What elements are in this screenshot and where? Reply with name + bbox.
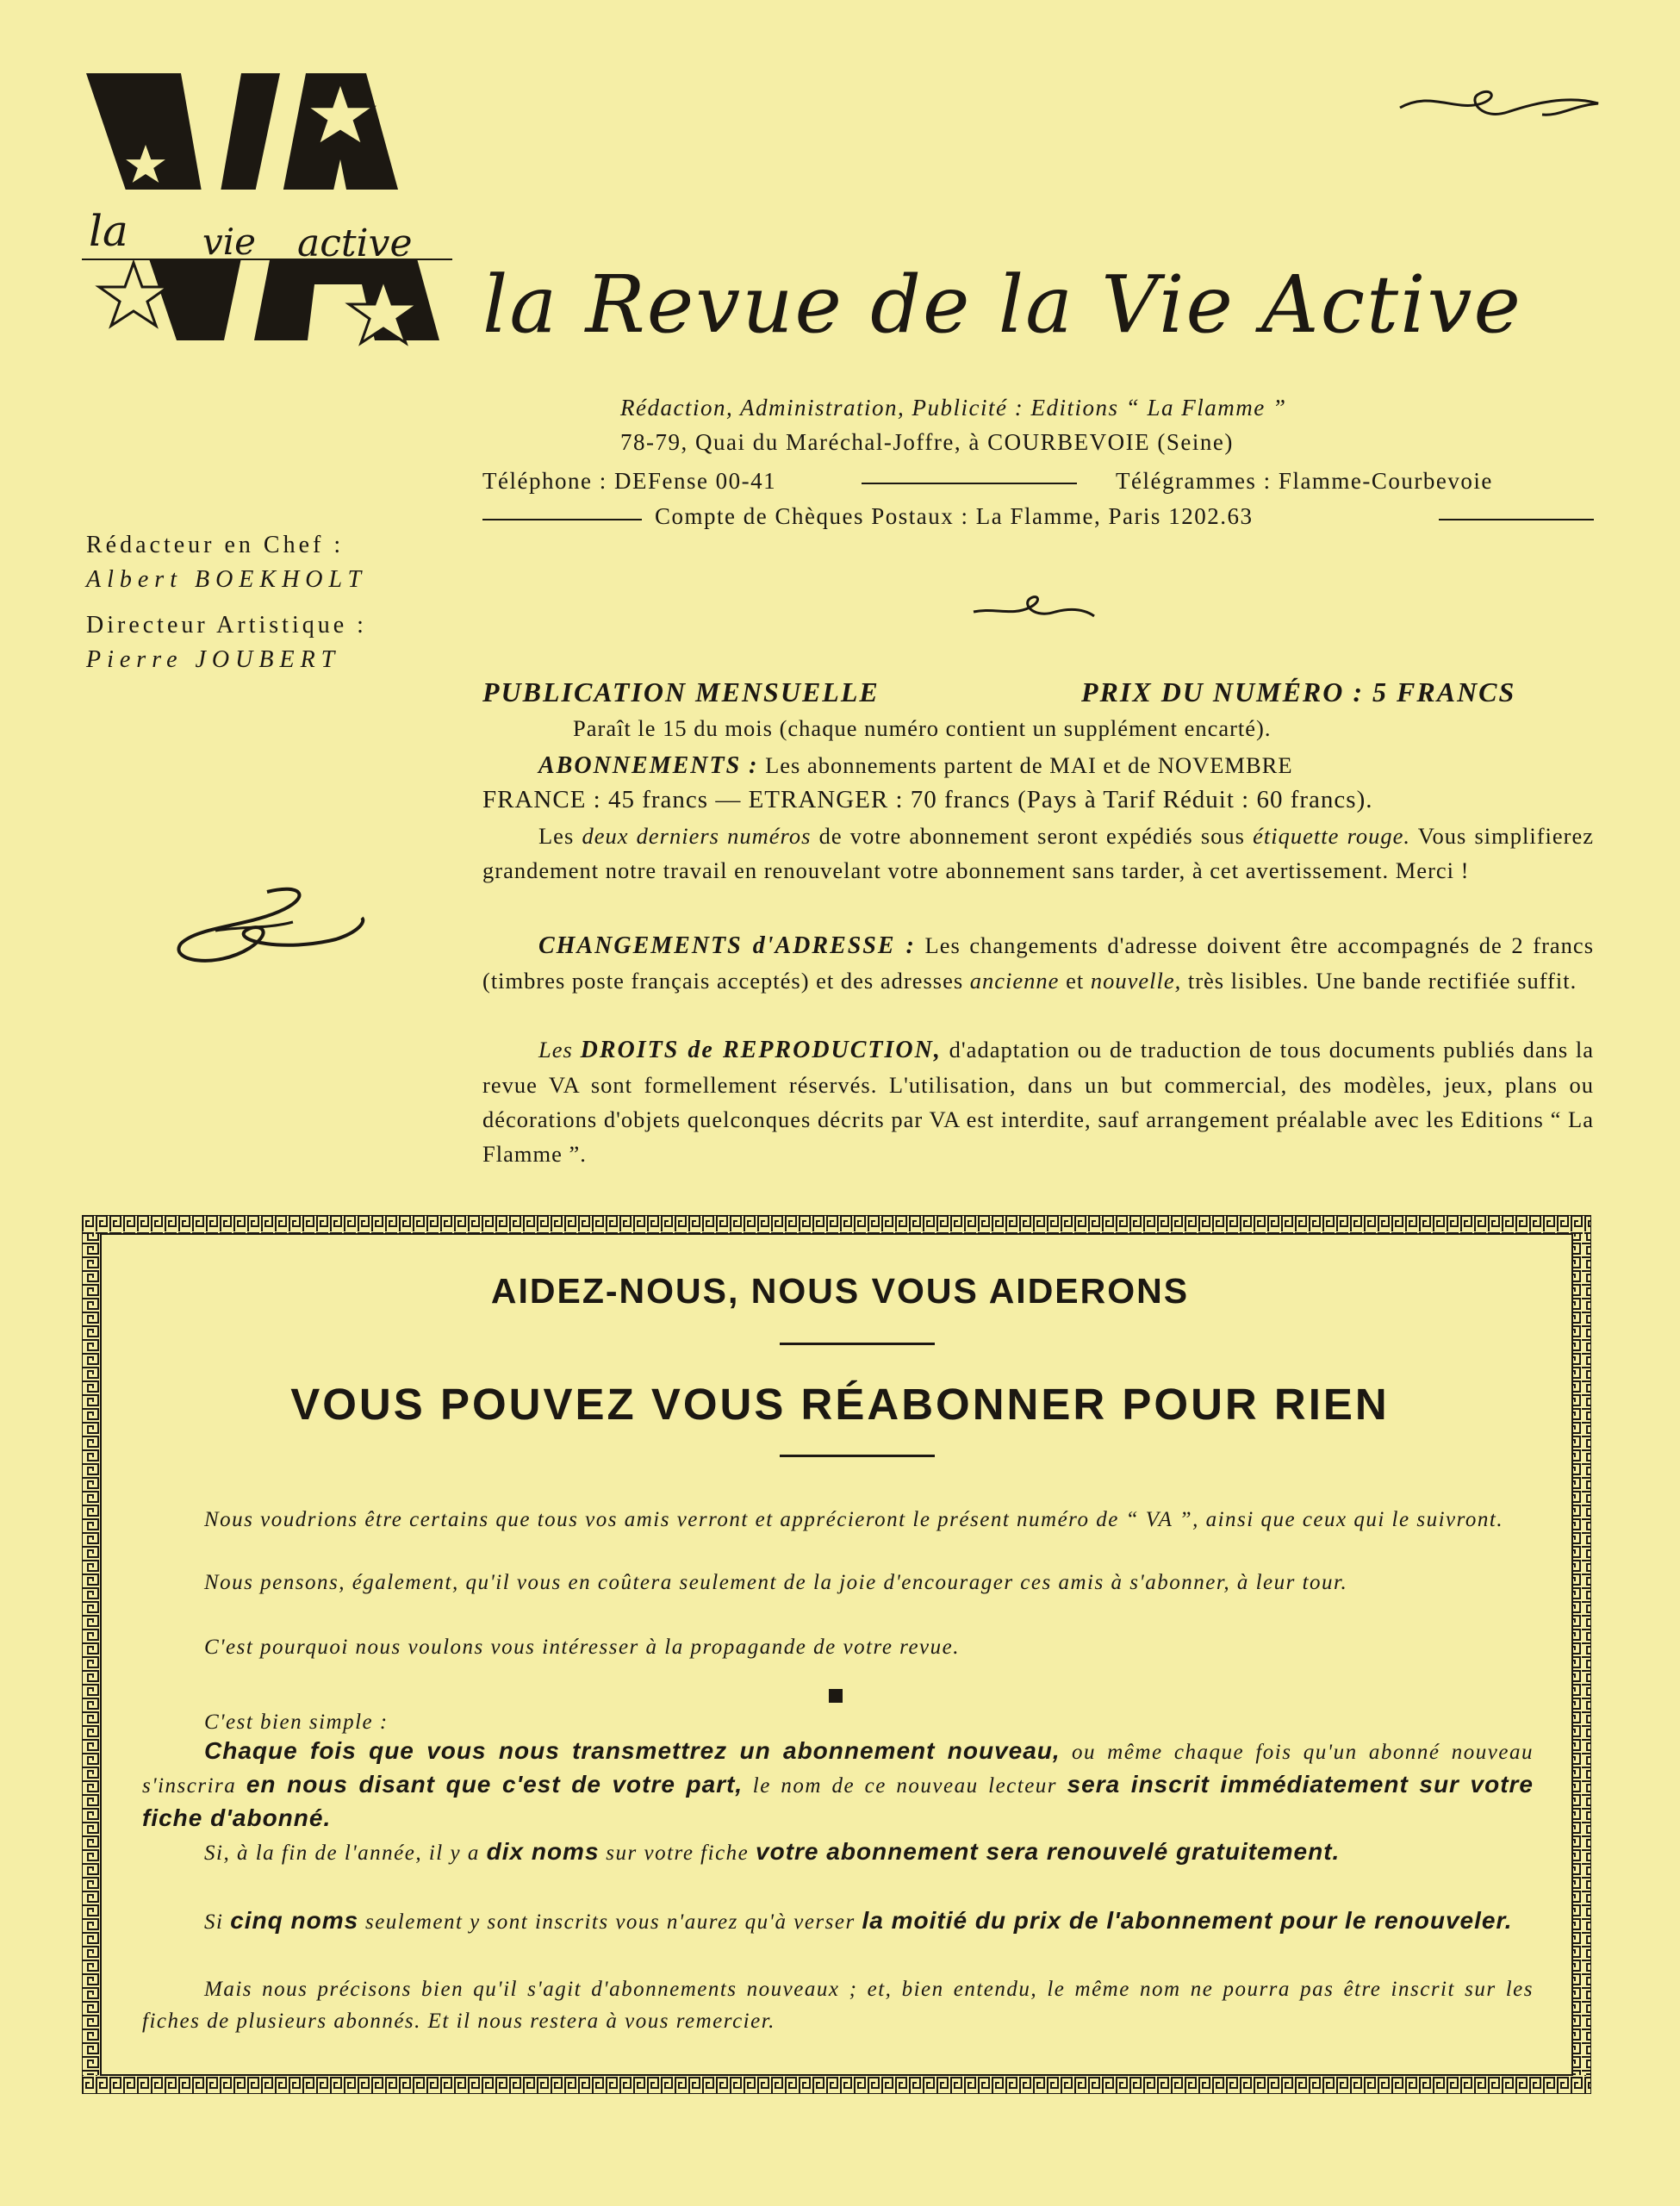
art-director-label: Directeur Artistique : xyxy=(86,612,367,639)
title-rule xyxy=(780,1455,935,1457)
text-span: cinq noms xyxy=(230,1907,359,1934)
changements-paragraph xyxy=(482,928,1594,998)
text-span: en nous disant que c'est de votre part, xyxy=(246,1771,744,1798)
text-span: Si, à la fin de l'année, il y a xyxy=(204,1841,480,1865)
box-paragraph-4: C'est bien simple : xyxy=(204,1711,389,1734)
publication-mensuelle: PUBLICATION MENSUELLE xyxy=(482,676,880,707)
telephone-line: Téléphone : DEFense 00-41 xyxy=(482,468,777,494)
separator-line xyxy=(482,519,642,520)
abonnements-paragraph xyxy=(482,748,1594,783)
text-span: seulement y sont inscrits vous n'aurez qu'à verser xyxy=(364,1910,856,1934)
separator-line xyxy=(1439,519,1594,520)
droits-paragraph xyxy=(482,1032,1594,1171)
box-title-aidez-nous: AIDEZ-NOUS, NOUS VOUS AIDERONS xyxy=(490,1271,1190,1311)
text-span: Les xyxy=(538,823,575,849)
text-span: d'adaptation ou de traduction de tous documents publiés dans la revue VA sont formellement réservés. L'utilisation, dans un but commercial, des modèles, jeux, plans ou décorations d'objets quelconques décrits par VA est interdite, sauf arrangement préalable avec les Editions “ La Flamme ”. xyxy=(482,1037,1595,1167)
chief-editor-label: Rédacteur en Chef : xyxy=(86,532,345,558)
flourish-ornament-left xyxy=(164,879,370,974)
box-paragraph-3: C'est pourquoi nous voulons vous intéresser à la propagande de votre revue. xyxy=(204,1636,961,1659)
text-span: de votre abonnement seront expédiés sous xyxy=(818,823,1245,849)
art-director-name: Pierre JOUBERT xyxy=(86,646,341,673)
box-paragraph-6 xyxy=(142,1835,1534,1869)
droits-lead: DROITS de REPRODUCTION, xyxy=(580,1037,942,1063)
text-span: Les changements d'adresse doivent être accompagnés de 2 francs (timbres poste français acceptés) et des adresses xyxy=(482,932,1595,994)
text-span: très lisibles. Une bande rectifiée suffit. xyxy=(1187,968,1577,994)
logo-word-vie: vie xyxy=(202,221,257,263)
text-span: votre abonnement sera renouvelé gratuitement. xyxy=(756,1838,1341,1865)
etiquette-paragraph xyxy=(482,819,1594,888)
box-paragraph-1: Nous voudrions être certains que tous vos amis verront et apprécieront le présent numéro de “ VA ”, ainsi que ceux qui le suivront. xyxy=(204,1508,1504,1531)
separator-line xyxy=(862,483,1077,484)
box-paragraph-2: Nous pensons, également, qu'il vous en coûtera seulement de la joie d'encourager ces amis à s'abonner, à leur tour. xyxy=(204,1571,1348,1594)
text-span: ancienne xyxy=(969,968,1060,994)
address-line-1: Rédaction, Administration, Publicité : Editions “ La Flamme ” xyxy=(620,395,1287,421)
logo-word-active: active xyxy=(297,221,413,265)
masthead-title: la Revue de la Vie Active xyxy=(482,259,1522,351)
text-span: le nom de ce nouveau lecteur xyxy=(752,1774,1058,1798)
text-span: étiquette rouge. xyxy=(1253,823,1411,849)
address-line-2: 78-79, Quai du Maréchal-Joffre, à COURBEVOIE (Seine) xyxy=(620,429,1234,455)
square-bullet xyxy=(829,1689,843,1703)
text-span: deux derniers numéros xyxy=(582,823,812,849)
text-span: la moitié du prix de l'abonnement pour le renouveler. xyxy=(862,1907,1513,1934)
logo-word-la: la xyxy=(89,206,128,256)
chief-editor-name: Albert BOEKHOLT xyxy=(86,566,368,593)
text-span: Les xyxy=(538,1037,573,1062)
prix-numero: PRIX DU NUMÉRO : 5 FRANCS xyxy=(1081,676,1516,707)
abonnements-text: Les abonnements partent de MAI et de NOVEMBRE xyxy=(765,752,1293,778)
box-paragraph-8: Mais nous précisons bien qu'il s'agit d'abonnements nouveaux ; et, bien entendu, le même nom ne pourra pas être inscrit sur les fiches de plusieurs abonnés. Et il nous restera à vous remercier. xyxy=(142,1978,1534,2033)
title-rule xyxy=(780,1343,935,1345)
telegrammes-line: Télégrammes : Flamme-Courbevoie xyxy=(1116,468,1493,494)
text-span: ou même chaque fois qu'un abonné nouveau s'inscrira xyxy=(142,1741,1534,1798)
text-span: Vous simplifierez grandement notre travail en renouvelant votre abonnement sans tarder, à cet avertissement. Merci ! xyxy=(482,823,1595,883)
box-paragraph-5 xyxy=(142,1735,1534,1835)
changements-lead: CHANGEMENTS d'ADRESSE : xyxy=(538,932,916,959)
text-span: dix noms xyxy=(486,1838,600,1865)
text-span: sera inscrit immédiatement sur votre fiche d'abonné. xyxy=(142,1771,1534,1831)
text-span: nouvelle, xyxy=(1090,968,1182,994)
text-span: sur votre fiche xyxy=(606,1841,750,1865)
text-span: Si xyxy=(204,1910,224,1934)
tarifs-text: FRANCE : 45 francs — ETRANGER : 70 francs (Pays à Tarif Réduit : 60 francs). xyxy=(482,786,1373,813)
va-logo xyxy=(82,65,452,353)
cheques-line: Compte de Chèques Postaux : La Flamme, Paris 1202.63 xyxy=(655,503,1254,529)
flourish-ornament-top xyxy=(1396,82,1602,134)
box-title-reabonner: VOUS POUVEZ VOUS RÉABONNER POUR RIEN xyxy=(290,1380,1390,1429)
abonnements-lead: ABONNEMENTS : xyxy=(538,752,759,779)
parait-text: Paraît le 15 du mois (chaque numéro contient un supplément encarté). xyxy=(573,715,1272,741)
text-span: Chaque fois que vous nous transmettrez un abonnement nouveau, xyxy=(204,1737,1061,1764)
text-span: et xyxy=(1066,968,1085,994)
box-paragraph-7 xyxy=(142,1904,1534,1938)
flourish-ornament-middle xyxy=(969,586,1098,629)
